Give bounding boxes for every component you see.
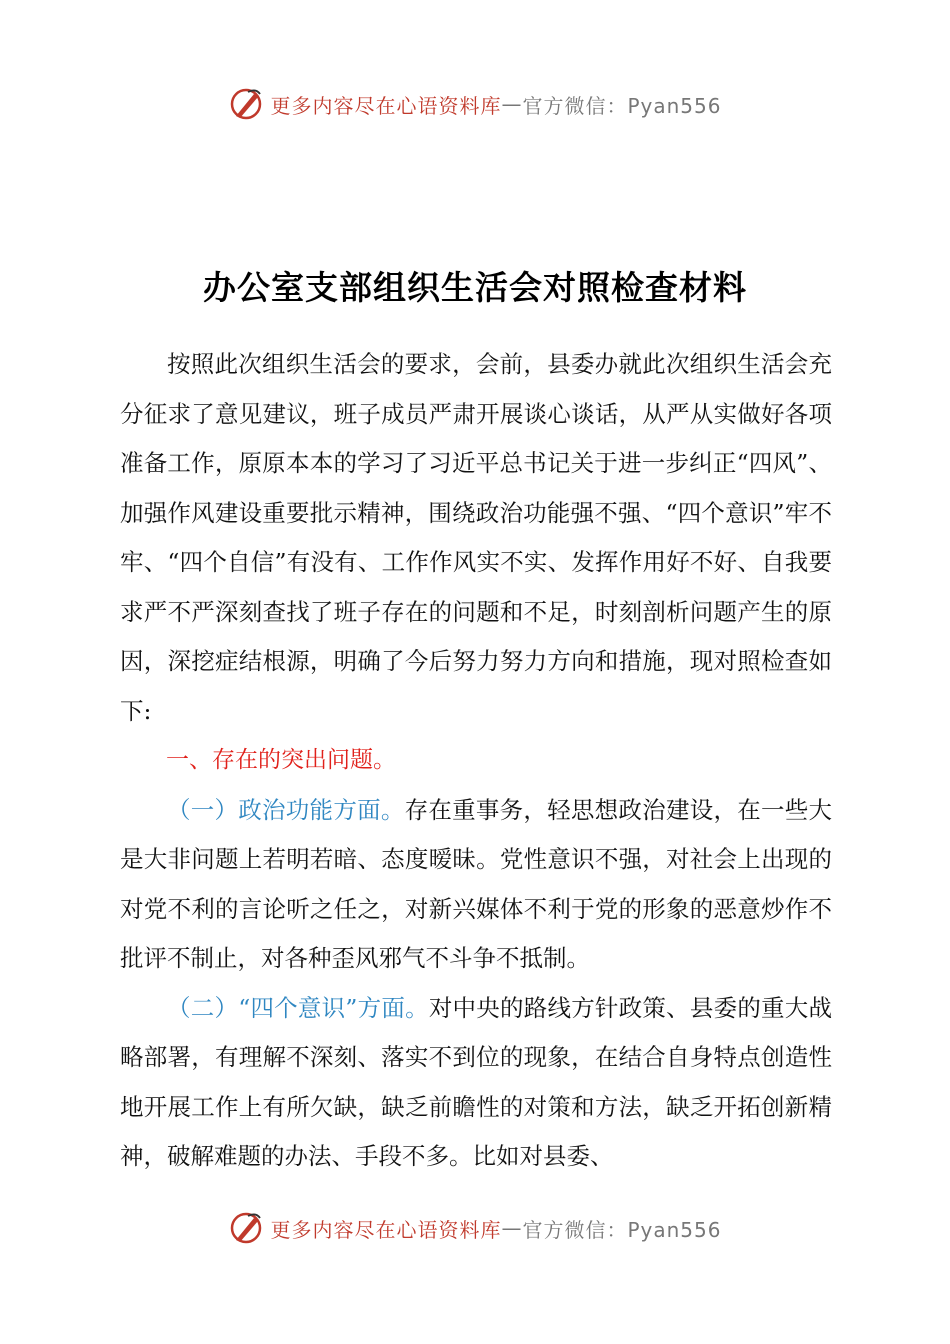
item2-text: 对中央的路线方针政策、县委的重大战略部署，有理解不深刻、落实不到位的现象，在结合自身特点创造性地开展工作上有所欠缺，缺乏前瞻性的对策和方法，缺乏开拓创新精神，破解难题的办法、手段不多。比如对县委、 (120, 993, 833, 1170)
item2-label: （二）“四个意识”方面。 (167, 993, 429, 1022)
watermark-separator: — (501, 1216, 523, 1240)
watermark-main-text: 更多内容尽在心语资料库 (270, 1217, 502, 1242)
pen-circle-logo-icon (228, 86, 264, 122)
pen-circle-logo-icon (228, 1210, 264, 1246)
watermark-wechat-text: 官方微信：Pyan556 (522, 1217, 722, 1242)
watermark-wechat-text: 官方微信：Pyan556 (522, 93, 722, 118)
intro-paragraph: 按照此次组织生活会的要求，会前，县委办就此次组织生活会充分征求了意见建议，班子成员严肃开展谈心谈话，从严从实做好各项准备工作，原原本本的学习了习近平总书记关于进一步纠正“四风”、加强作风建设重要批示精神，围绕政治功能强不强、“四个意识”牢不牢、“四个自信”有没有、工作作风实不实、发挥作用好不好、自我要求严不严深刻查找了班子存在的问题和不足，时刻剖析问题产生的原因，深挖症结根源，明确了今后努力努力方向和措施，现对照检查如下: (120, 350, 832, 725)
watermark-main-text: 更多内容尽在心语资料库 (270, 93, 502, 118)
item1-label: （一）政治功能方面。 (167, 795, 405, 824)
item2-paragraph (120, 984, 832, 1182)
document-body (120, 340, 832, 1182)
watermark-header (0, 82, 950, 126)
watermark-footer (0, 1206, 950, 1250)
watermark-separator: — (501, 92, 523, 116)
section-heading: 一、存在的突出问题。 (166, 747, 396, 773)
item1-paragraph (120, 786, 832, 984)
item1-text: 存在重事务，轻思想政治建设，在一些大是大非问题上若明若暗、态度暧昧。党性意识不强，对社会上出现的对党不利的言论听之任之，对新兴媒体不利于党的形象的恶意炒作不批评不制止，对各种歪风邪气不斗争不抵制。 (120, 795, 833, 972)
document-title: 办公室支部组织生活会对照检查材料 (203, 268, 747, 307)
